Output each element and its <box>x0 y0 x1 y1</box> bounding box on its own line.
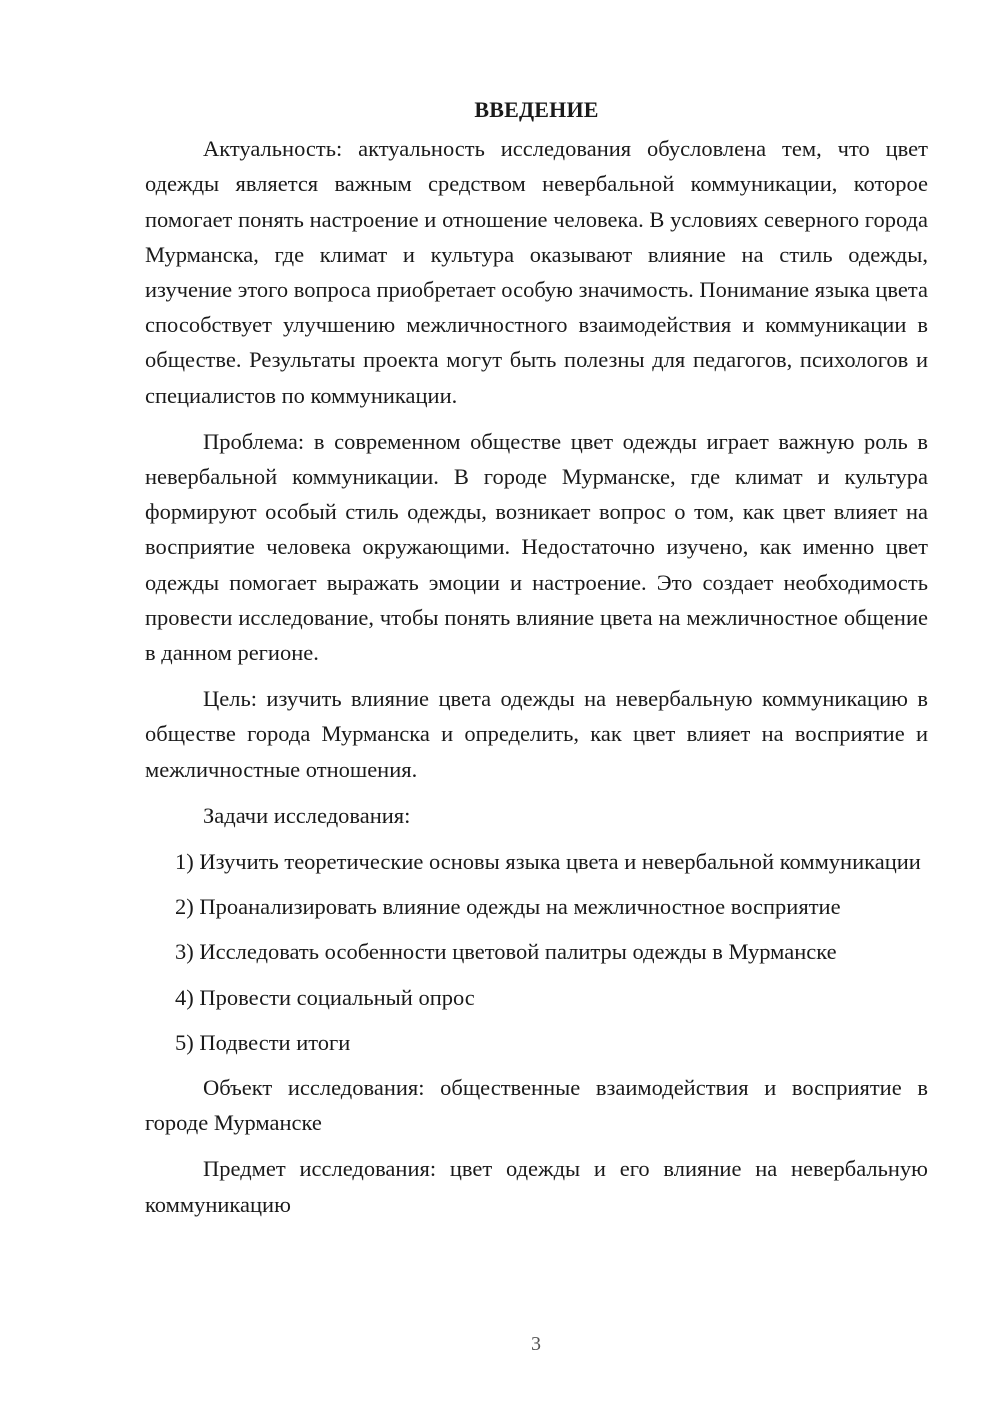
task-item-3: 3) Исследовать особенности цветовой палитры одежды в Мурманске <box>175 939 837 965</box>
section-heading: ВВЕДЕНИЕ <box>474 97 599 122</box>
page-number: 3 <box>531 1333 541 1355</box>
subject-paragraph: Предмет исследования: цвет одежды и его влияние на невербальную коммуникацию <box>145 1156 928 1217</box>
task-item-2: 2) Проанализировать влияние одежды на межличностное восприятие <box>175 894 841 920</box>
task-item-4: 4) Провести социальный опрос <box>175 984 475 1010</box>
tasks-list <box>145 844 928 1060</box>
relevance-paragraph: Актуальность: актуальность исследования обусловлена тем, что цвет одежды является важным средством невербальной коммуникации, которое помогает понять настроение и отношение человека. В условиях северного города Мурманска, где климат и культура оказывают влияние на стиль одежды, изучение этого вопроса приобретает особую значимость. Понимание языка цвета способствует улучшению межличностного взаимодействия и коммуникации в обществе. Результаты проекта могут быть полезны для педагогов, психологов и специалистов по коммуникации. <box>145 136 928 408</box>
document-body <box>145 92 928 1233</box>
object-paragraph: Объект исследования: общественные взаимодействия и восприятие в городе Мурманске <box>145 1075 928 1136</box>
goal-paragraph: Цель: изучить влияние цвета одежды на невербальную коммуникацию в обществе города Мурманска и определить, как цвет влияет на восприятие и межличностные отношения. <box>145 686 928 782</box>
tasks-title: Задачи исследования: <box>203 802 411 828</box>
task-item-1: 1) Изучить теоретические основы языка цвета и невербальной коммуникации <box>175 849 921 875</box>
problem-paragraph: Проблема: в современном обществе цвет одежды играет важную роль в невербальной коммуникации. В городе Мурманске, где климат и культура формируют особый стиль одежды, возникает вопрос о том, как цвет влияет на восприятие человека окружающими. Недостаточно изучено, как именно цвет одежды помогает выражать эмоции и настроение. Это создает необходимость провести исследование, чтобы понять влияние цвета на межличностное общение в данном регионе. <box>145 428 928 666</box>
task-item-5: 5) Подвести итоги <box>175 1029 351 1055</box>
